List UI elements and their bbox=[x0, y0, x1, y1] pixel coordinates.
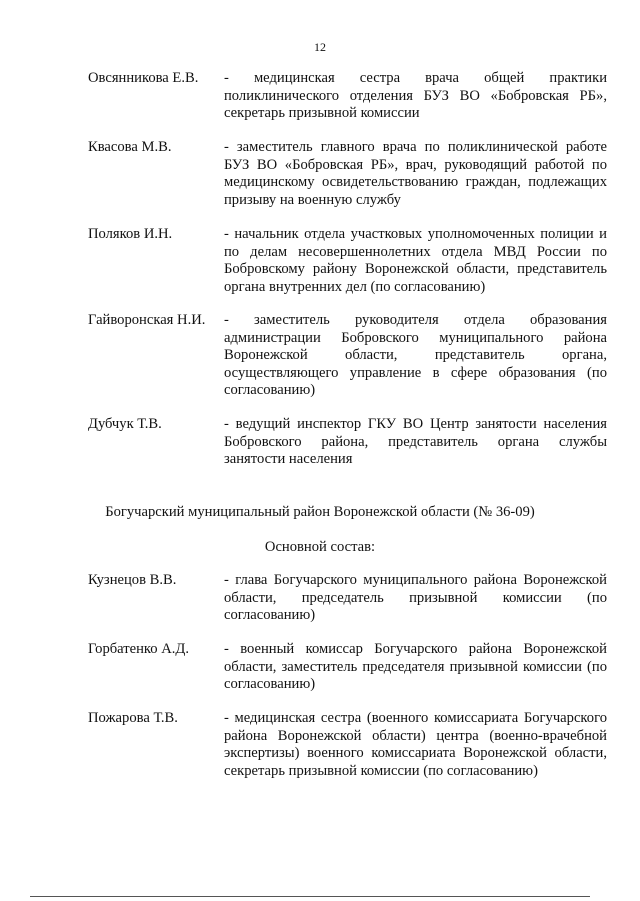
member-name: Кузнецов В.В. bbox=[88, 572, 177, 588]
member-description: - глава Богучарского муниципального района Воронежской области, председатель призывной комиссии (по согласованию) bbox=[224, 572, 607, 623]
member-name: Гайворонская Н.И. bbox=[88, 312, 206, 328]
page-number: 12 bbox=[314, 40, 326, 54]
member-name: Пожарова Т.В. bbox=[88, 710, 178, 726]
member-description: - ведущий инспектор ГКУ ВО Центр занятости населения Бобровского района, представитель органа службы занятости населения bbox=[224, 416, 607, 467]
member-description: - заместитель руководителя отдела образования администрации Бобровского муниципального района Воронежской области, представитель органа, осуществляющего управление в сфере образования (по согласованию) bbox=[224, 312, 607, 398]
member-name: Поляков И.Н. bbox=[88, 226, 173, 242]
page-bottom-rule bbox=[30, 896, 590, 897]
section-heading: Основной состав: bbox=[264, 539, 376, 555]
district-heading: Богучарский муниципальный район Воронежской области (№ 36-09) bbox=[105, 504, 535, 520]
member-description: - заместитель главного врача по поликлинической работе БУЗ ВО «Бобровская РБ», врач, руководящий работой по медицинскому освидетельствованию граждан, подлежащих призыву на военную службу bbox=[224, 139, 607, 208]
member-description: - медицинская сестра врача общей практики поликлинического отделения БУЗ ВО «Бобровская РБ», секретарь призывной комиссии bbox=[224, 70, 607, 121]
member-name: Квасова М.В. bbox=[88, 139, 172, 155]
member-description: - медицинская сестра (военного комиссариата Богучарского района Воронежской области) центра (военно-врачебной экспертизы) военного комиссариата Воронежской области, секретарь призывной комиссии (по согласованию) bbox=[224, 710, 607, 779]
member-name: Овсянникова Е.В. bbox=[88, 70, 199, 86]
member-name: Дубчук Т.В. bbox=[88, 416, 162, 432]
member-description: - военный комиссар Богучарского района Воронежской области, заместитель председателя призывной комиссии (по согласованию) bbox=[224, 641, 607, 692]
member-description: - начальник отдела участковых уполномоченных полиции и по делам несовершеннолетних отдела МВД России по Бобровскому району Воронежской области, представитель органа внутренних дел (по согласованию) bbox=[224, 226, 607, 295]
member-name: Горбатенко А.Д. bbox=[88, 641, 190, 657]
